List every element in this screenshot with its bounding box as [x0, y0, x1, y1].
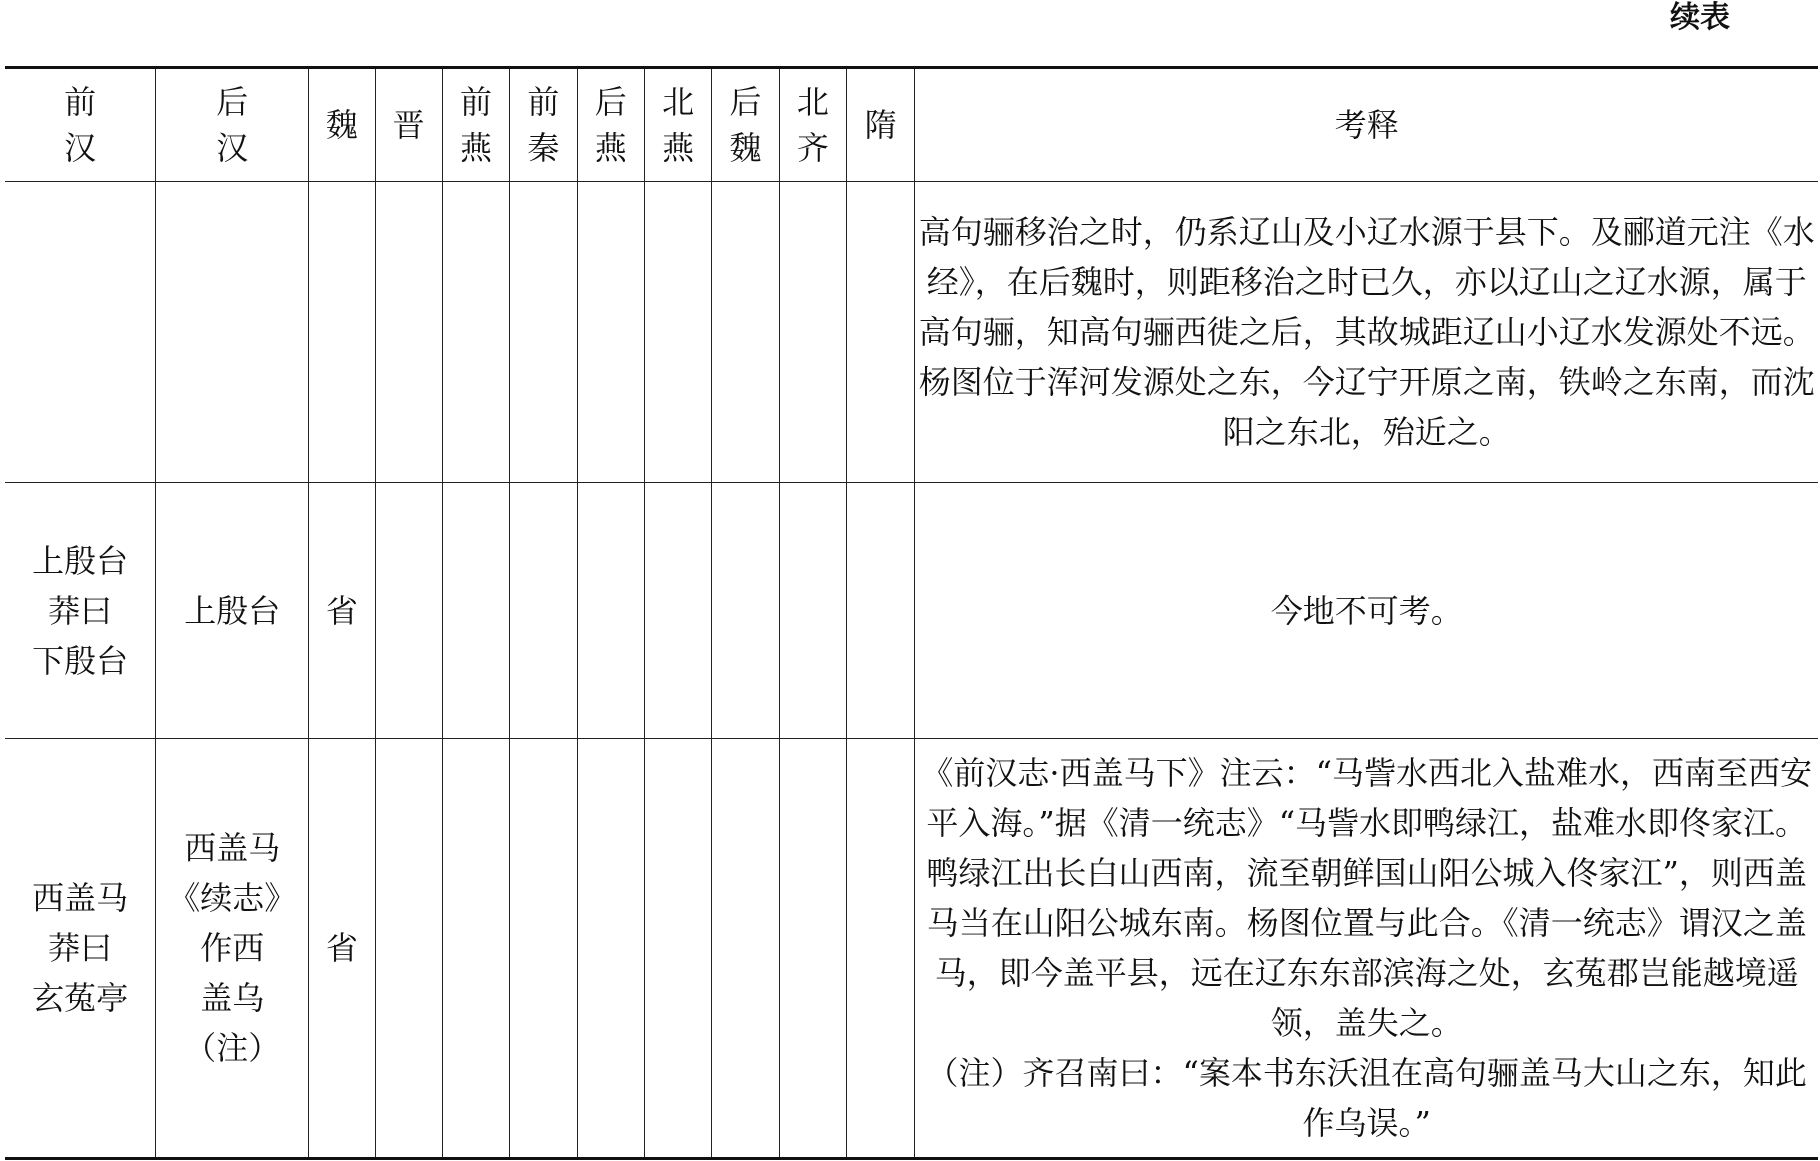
cell-beiyan: [644, 739, 711, 1159]
cell-wei: [309, 182, 375, 483]
cell-qianhan: 上殷台 莽曰 下殷台: [5, 483, 156, 739]
table-row: [5, 739, 1818, 1159]
historical-table: [5, 66, 1818, 1160]
header-houhan: 后汉: [156, 68, 309, 182]
cell-qianyan: [442, 483, 509, 739]
header-jin: 晋: [375, 68, 442, 182]
cell-sui: [847, 739, 915, 1159]
cell-beiqi: [779, 739, 846, 1159]
cell-houwei: [712, 182, 779, 483]
header-houyan: 后燕: [577, 68, 644, 182]
cell-qianqin: [510, 739, 577, 1159]
cell-beiyan: [644, 483, 711, 739]
cell-houhan: 上殷台: [156, 483, 309, 739]
header-houwei: 后魏: [712, 68, 779, 182]
cell-wei: 省: [309, 739, 375, 1159]
cell-wei: 省: [309, 483, 375, 739]
header-qianhan: 前汉: [5, 68, 156, 182]
cell-qianhan: 西盖马 莽曰 玄菟亭: [5, 739, 156, 1159]
cell-jin: [375, 182, 442, 483]
cell-qianyan: [442, 739, 509, 1159]
cell-beiqi: [779, 483, 846, 739]
header-qianyan: 前燕: [442, 68, 509, 182]
header-beiqi: 北齐: [779, 68, 846, 182]
cell-note: 高句骊移治之时，仍系辽山及小辽水源于县下。及郦道元注《水经》，在后魏时，则距移治之时已久，亦以辽山之辽水源，属于高句骊，知高句骊西徙之后，其故城距辽山小辽水发源处不远。杨图位于浑河发源处之东，今辽宁开原之南，铁岭之东南，而沈阳之东北，殆近之。: [915, 182, 1818, 483]
cell-jin: [375, 483, 442, 739]
cell-qianqin: [510, 483, 577, 739]
cell-qianqin: [510, 182, 577, 483]
cell-jin: [375, 739, 442, 1159]
cell-sui: [847, 182, 915, 483]
cell-beiyan: [644, 182, 711, 483]
cell-houhan: 西盖马 《续志》 作西 盖乌 （注）: [156, 739, 309, 1159]
header-sui: 隋: [847, 68, 915, 182]
continuation-label: 续表: [1670, 0, 1730, 35]
table-row: [5, 483, 1818, 739]
cell-houyan: [577, 483, 644, 739]
header-beiyan: 北燕: [644, 68, 711, 182]
header-row: [5, 68, 1818, 182]
cell-houwei: [712, 739, 779, 1159]
header-qianqin: 前秦: [510, 68, 577, 182]
cell-houyan: [577, 182, 644, 483]
table-row: [5, 182, 1818, 483]
cell-qianyan: [442, 182, 509, 483]
cell-note: 《前汉志·西盖马下》注云：“马訾水西北入盐难水，西南至西安平入海。”据《清一统志》“马訾水即鸭绿江，盐难水即佟家江。鸭绿江出长白山西南，流至朝鲜国山阳公城入佟家江”，则西盖马当在山阳公城东南。杨图位置与此合。《清一统志》谓汉之盖马，即今盖平县，远在辽东东部滨海之处，玄菟郡岂能越境遥领，盖失之。 （注）齐召南曰：“案本书东沃沮在高句骊盖马大山之东，知此作乌误。”: [915, 739, 1818, 1159]
cell-beiqi: [779, 182, 846, 483]
cell-houyan: [577, 739, 644, 1159]
cell-sui: [847, 483, 915, 739]
cell-note: 今地不可考。: [915, 483, 1818, 739]
cell-houwei: [712, 483, 779, 739]
header-kaoshi: 考释: [915, 68, 1818, 182]
cell-houhan: [156, 182, 309, 483]
header-wei: 魏: [309, 68, 375, 182]
cell-qianhan: [5, 182, 156, 483]
